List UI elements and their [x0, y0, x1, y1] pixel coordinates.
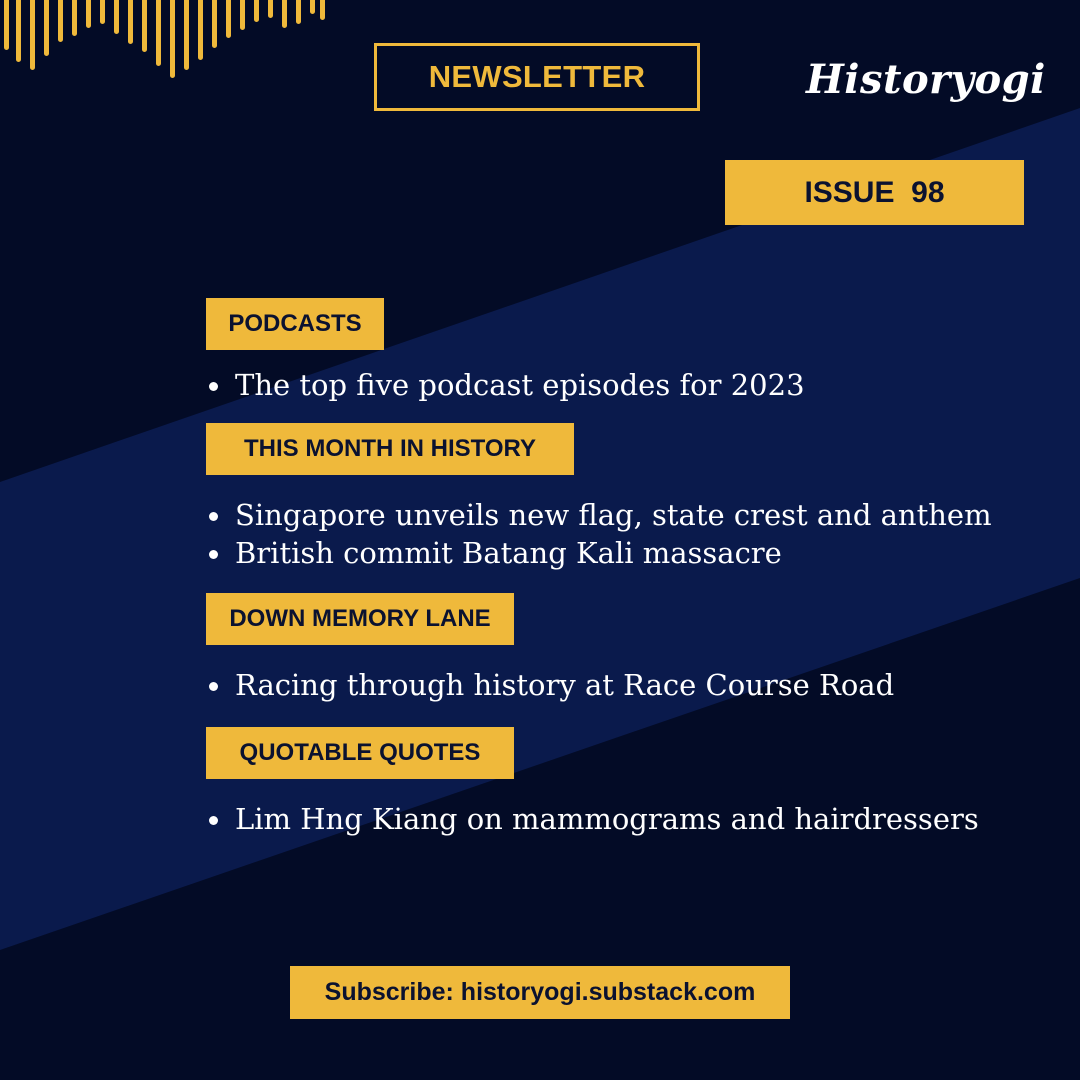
section-label-text: THIS MONTH IN HISTORY — [243, 435, 536, 462]
sound-wave-bar — [170, 0, 175, 78]
sound-wave-bar — [44, 0, 49, 56]
sound-wave-bar — [100, 0, 105, 24]
sound-wave-bar — [254, 0, 259, 22]
issue-badge-text: ISSUE 98 — [804, 175, 945, 209]
sound-wave-bar — [296, 0, 301, 24]
sound-wave-bar — [240, 0, 245, 30]
sound-wave-bar — [226, 0, 231, 38]
sound-wave-bar — [30, 0, 35, 70]
section-label-text: PODCASTS — [228, 310, 362, 337]
section-label-quotable-quotes — [206, 727, 514, 779]
list-item-text: Lim Hng Kiang on mammograms and hairdressers — [235, 802, 979, 836]
bullet-icon — [209, 682, 218, 691]
list-item — [208, 800, 979, 838]
sound-wave-bar — [320, 0, 325, 20]
bullet-icon — [209, 816, 218, 825]
section-label-down-memory-lane — [206, 593, 514, 645]
list-item — [208, 366, 805, 404]
section-label-text: QUOTABLE QUOTES — [239, 739, 481, 766]
sound-wave-bar — [142, 0, 147, 52]
sound-wave-bar — [198, 0, 203, 60]
list-item-text: Racing through history at Race Course Road — [235, 668, 895, 702]
section-label-text: DOWN MEMORY LANE — [229, 605, 491, 632]
sound-wave-bar — [16, 0, 21, 62]
subscribe-button[interactable] — [290, 966, 790, 1019]
section-label-podcasts — [206, 298, 384, 350]
list-item — [208, 496, 992, 534]
sound-wave-bar — [114, 0, 119, 34]
sound-wave-bar — [128, 0, 133, 44]
brand-logo-text: Historyogi — [806, 56, 1046, 103]
subscribe-text: Subscribe: historyogi.substack.com — [324, 978, 756, 1006]
bullet-icon — [209, 382, 218, 391]
sound-wave-decoration — [0, 0, 330, 95]
sound-wave-bar — [268, 0, 273, 18]
issue-badge — [725, 160, 1024, 225]
sound-wave-bar — [86, 0, 91, 28]
sound-wave-bar — [156, 0, 161, 66]
list-item-text: The top five podcast episodes for 2023 — [235, 368, 805, 402]
sound-wave-bar — [184, 0, 189, 70]
section-label-this-month-in-history — [206, 423, 574, 475]
sound-wave-bar — [72, 0, 77, 36]
section-list-down-memory-lane — [208, 666, 894, 704]
list-item — [208, 666, 894, 704]
list-item-text: Singapore unveils new flag, state crest and anthem — [235, 498, 992, 532]
sound-wave-bar — [212, 0, 217, 48]
newsletter-label — [374, 43, 700, 111]
list-item-text: British commit Batang Kali massacre — [235, 536, 782, 570]
section-list-this-month-in-history — [208, 496, 992, 572]
bullet-icon — [209, 512, 218, 521]
list-item — [208, 534, 992, 572]
sound-wave-bar — [282, 0, 287, 28]
brand-logo — [806, 48, 1046, 112]
section-list-podcasts — [208, 366, 805, 404]
newsletter-label-text: NEWSLETTER — [428, 59, 646, 94]
section-list-quotable-quotes — [208, 800, 979, 838]
sound-wave-bar — [58, 0, 63, 42]
sound-wave-bar — [4, 0, 9, 50]
bullet-icon — [209, 550, 218, 559]
sound-wave-bar — [310, 0, 315, 14]
